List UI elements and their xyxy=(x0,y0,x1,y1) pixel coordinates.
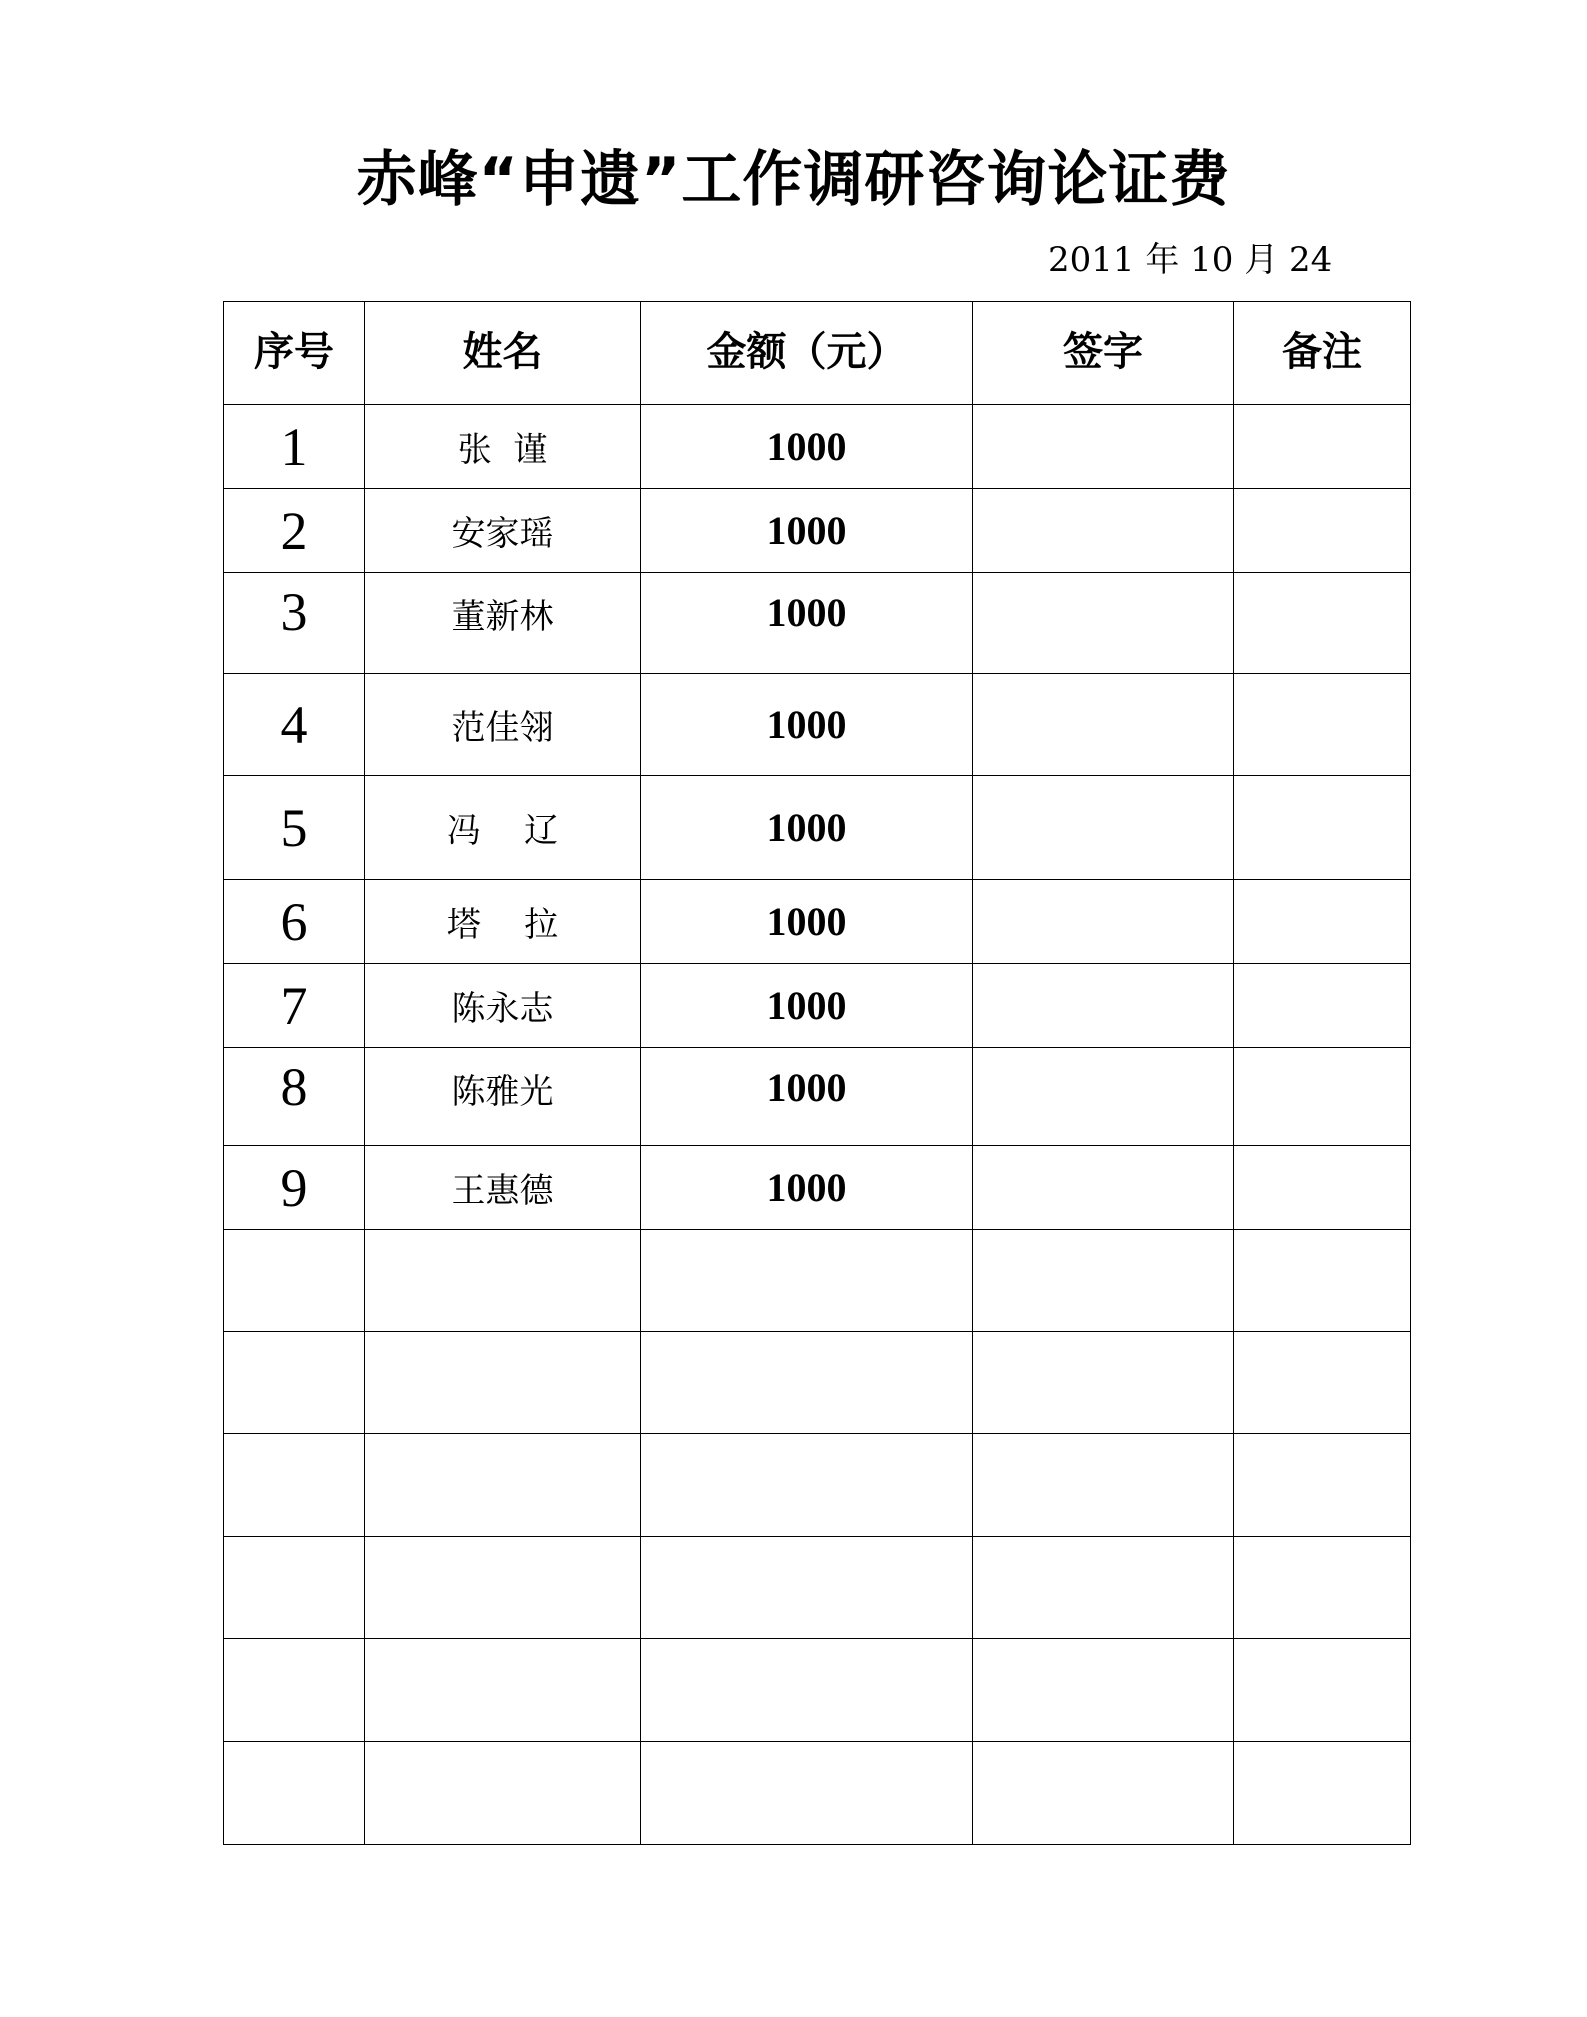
row-index: 9 xyxy=(224,1146,365,1230)
row-name xyxy=(365,1742,641,1845)
row-index xyxy=(224,1230,365,1332)
row-amount xyxy=(641,1742,973,1845)
row-signature xyxy=(973,1332,1234,1434)
row-name: 陈永志 xyxy=(365,964,641,1048)
row-amount: 1000 xyxy=(641,964,973,1048)
table-row xyxy=(224,573,1411,674)
table-row xyxy=(224,776,1411,880)
table-row xyxy=(224,964,1411,1048)
table-row xyxy=(224,1742,1411,1845)
row-index: 7 xyxy=(224,964,365,1048)
row-name xyxy=(365,1537,641,1639)
row-amount xyxy=(641,1434,973,1537)
row-signature xyxy=(973,405,1234,489)
row-amount xyxy=(641,1230,973,1332)
row-signature xyxy=(973,776,1234,880)
table-row xyxy=(224,880,1411,964)
row-note xyxy=(1234,489,1411,573)
row-name: 塔 拉 xyxy=(365,880,641,964)
row-amount xyxy=(641,1639,973,1742)
row-name: 陈雅光 xyxy=(365,1048,641,1146)
row-index: 8 xyxy=(224,1048,365,1146)
row-note xyxy=(1234,776,1411,880)
row-amount: 1000 xyxy=(641,880,973,964)
header-name: 姓名 xyxy=(365,302,641,405)
row-note xyxy=(1234,573,1411,674)
row-name: 冯 辽 xyxy=(365,776,641,880)
table-row xyxy=(224,1146,1411,1230)
row-note xyxy=(1234,1048,1411,1146)
row-signature xyxy=(973,1048,1234,1146)
row-amount: 1000 xyxy=(641,1048,973,1146)
table-row xyxy=(224,674,1411,776)
row-amount: 1000 xyxy=(641,573,973,674)
row-name: 安家瑶 xyxy=(365,489,641,573)
row-note xyxy=(1234,1230,1411,1332)
row-index xyxy=(224,1537,365,1639)
row-signature xyxy=(973,1639,1234,1742)
row-signature xyxy=(973,1742,1234,1845)
table-row xyxy=(224,1230,1411,1332)
table-row xyxy=(224,1048,1411,1146)
row-signature xyxy=(973,1146,1234,1230)
row-note xyxy=(1234,1537,1411,1639)
table-row xyxy=(224,489,1411,573)
row-signature xyxy=(973,1230,1234,1332)
row-name xyxy=(365,1639,641,1742)
table-row xyxy=(224,1639,1411,1742)
row-signature xyxy=(973,964,1234,1048)
row-amount xyxy=(641,1537,973,1639)
page-title: 赤峰“申遗”工作调研咨询论证费 xyxy=(356,145,1231,215)
row-signature xyxy=(973,880,1234,964)
row-index: 6 xyxy=(224,880,365,964)
row-note xyxy=(1234,1434,1411,1537)
row-signature xyxy=(973,1434,1234,1537)
row-amount: 1000 xyxy=(641,405,973,489)
document-date: 2011 年 10 月 24 xyxy=(1048,240,1333,280)
table-header-row xyxy=(224,302,1411,405)
row-index xyxy=(224,1332,365,1434)
row-name: 范佳翎 xyxy=(365,674,641,776)
row-index: 5 xyxy=(224,776,365,880)
row-note xyxy=(1234,674,1411,776)
row-amount: 1000 xyxy=(641,776,973,880)
row-amount: 1000 xyxy=(641,1146,973,1230)
row-note xyxy=(1234,880,1411,964)
row-signature xyxy=(973,674,1234,776)
row-index: 1 xyxy=(224,405,365,489)
row-name: 张 谨 xyxy=(365,405,641,489)
row-name: 王惠德 xyxy=(365,1146,641,1230)
row-index: 4 xyxy=(224,674,365,776)
row-note xyxy=(1234,1639,1411,1742)
row-index xyxy=(224,1639,365,1742)
row-name xyxy=(365,1230,641,1332)
row-amount xyxy=(641,1332,973,1434)
row-note xyxy=(1234,405,1411,489)
row-signature xyxy=(973,573,1234,674)
table-row xyxy=(224,1537,1411,1639)
fee-table xyxy=(223,301,1411,1845)
header-note: 备注 xyxy=(1234,302,1411,405)
row-name xyxy=(365,1434,641,1537)
row-note xyxy=(1234,1742,1411,1845)
row-note xyxy=(1234,964,1411,1048)
table-row xyxy=(224,1434,1411,1537)
header-amount: 金额（元） xyxy=(641,302,973,405)
row-name: 董新林 xyxy=(365,573,641,674)
row-name xyxy=(365,1332,641,1434)
row-note xyxy=(1234,1332,1411,1434)
table-row xyxy=(224,1332,1411,1434)
row-index: 2 xyxy=(224,489,365,573)
header-signature: 签字 xyxy=(973,302,1234,405)
row-index xyxy=(224,1434,365,1537)
row-signature xyxy=(973,489,1234,573)
header-index: 序号 xyxy=(224,302,365,405)
row-amount: 1000 xyxy=(641,489,973,573)
row-amount: 1000 xyxy=(641,674,973,776)
table-row xyxy=(224,405,1411,489)
row-index xyxy=(224,1742,365,1845)
row-signature xyxy=(973,1537,1234,1639)
row-index: 3 xyxy=(224,573,365,674)
row-note xyxy=(1234,1146,1411,1230)
